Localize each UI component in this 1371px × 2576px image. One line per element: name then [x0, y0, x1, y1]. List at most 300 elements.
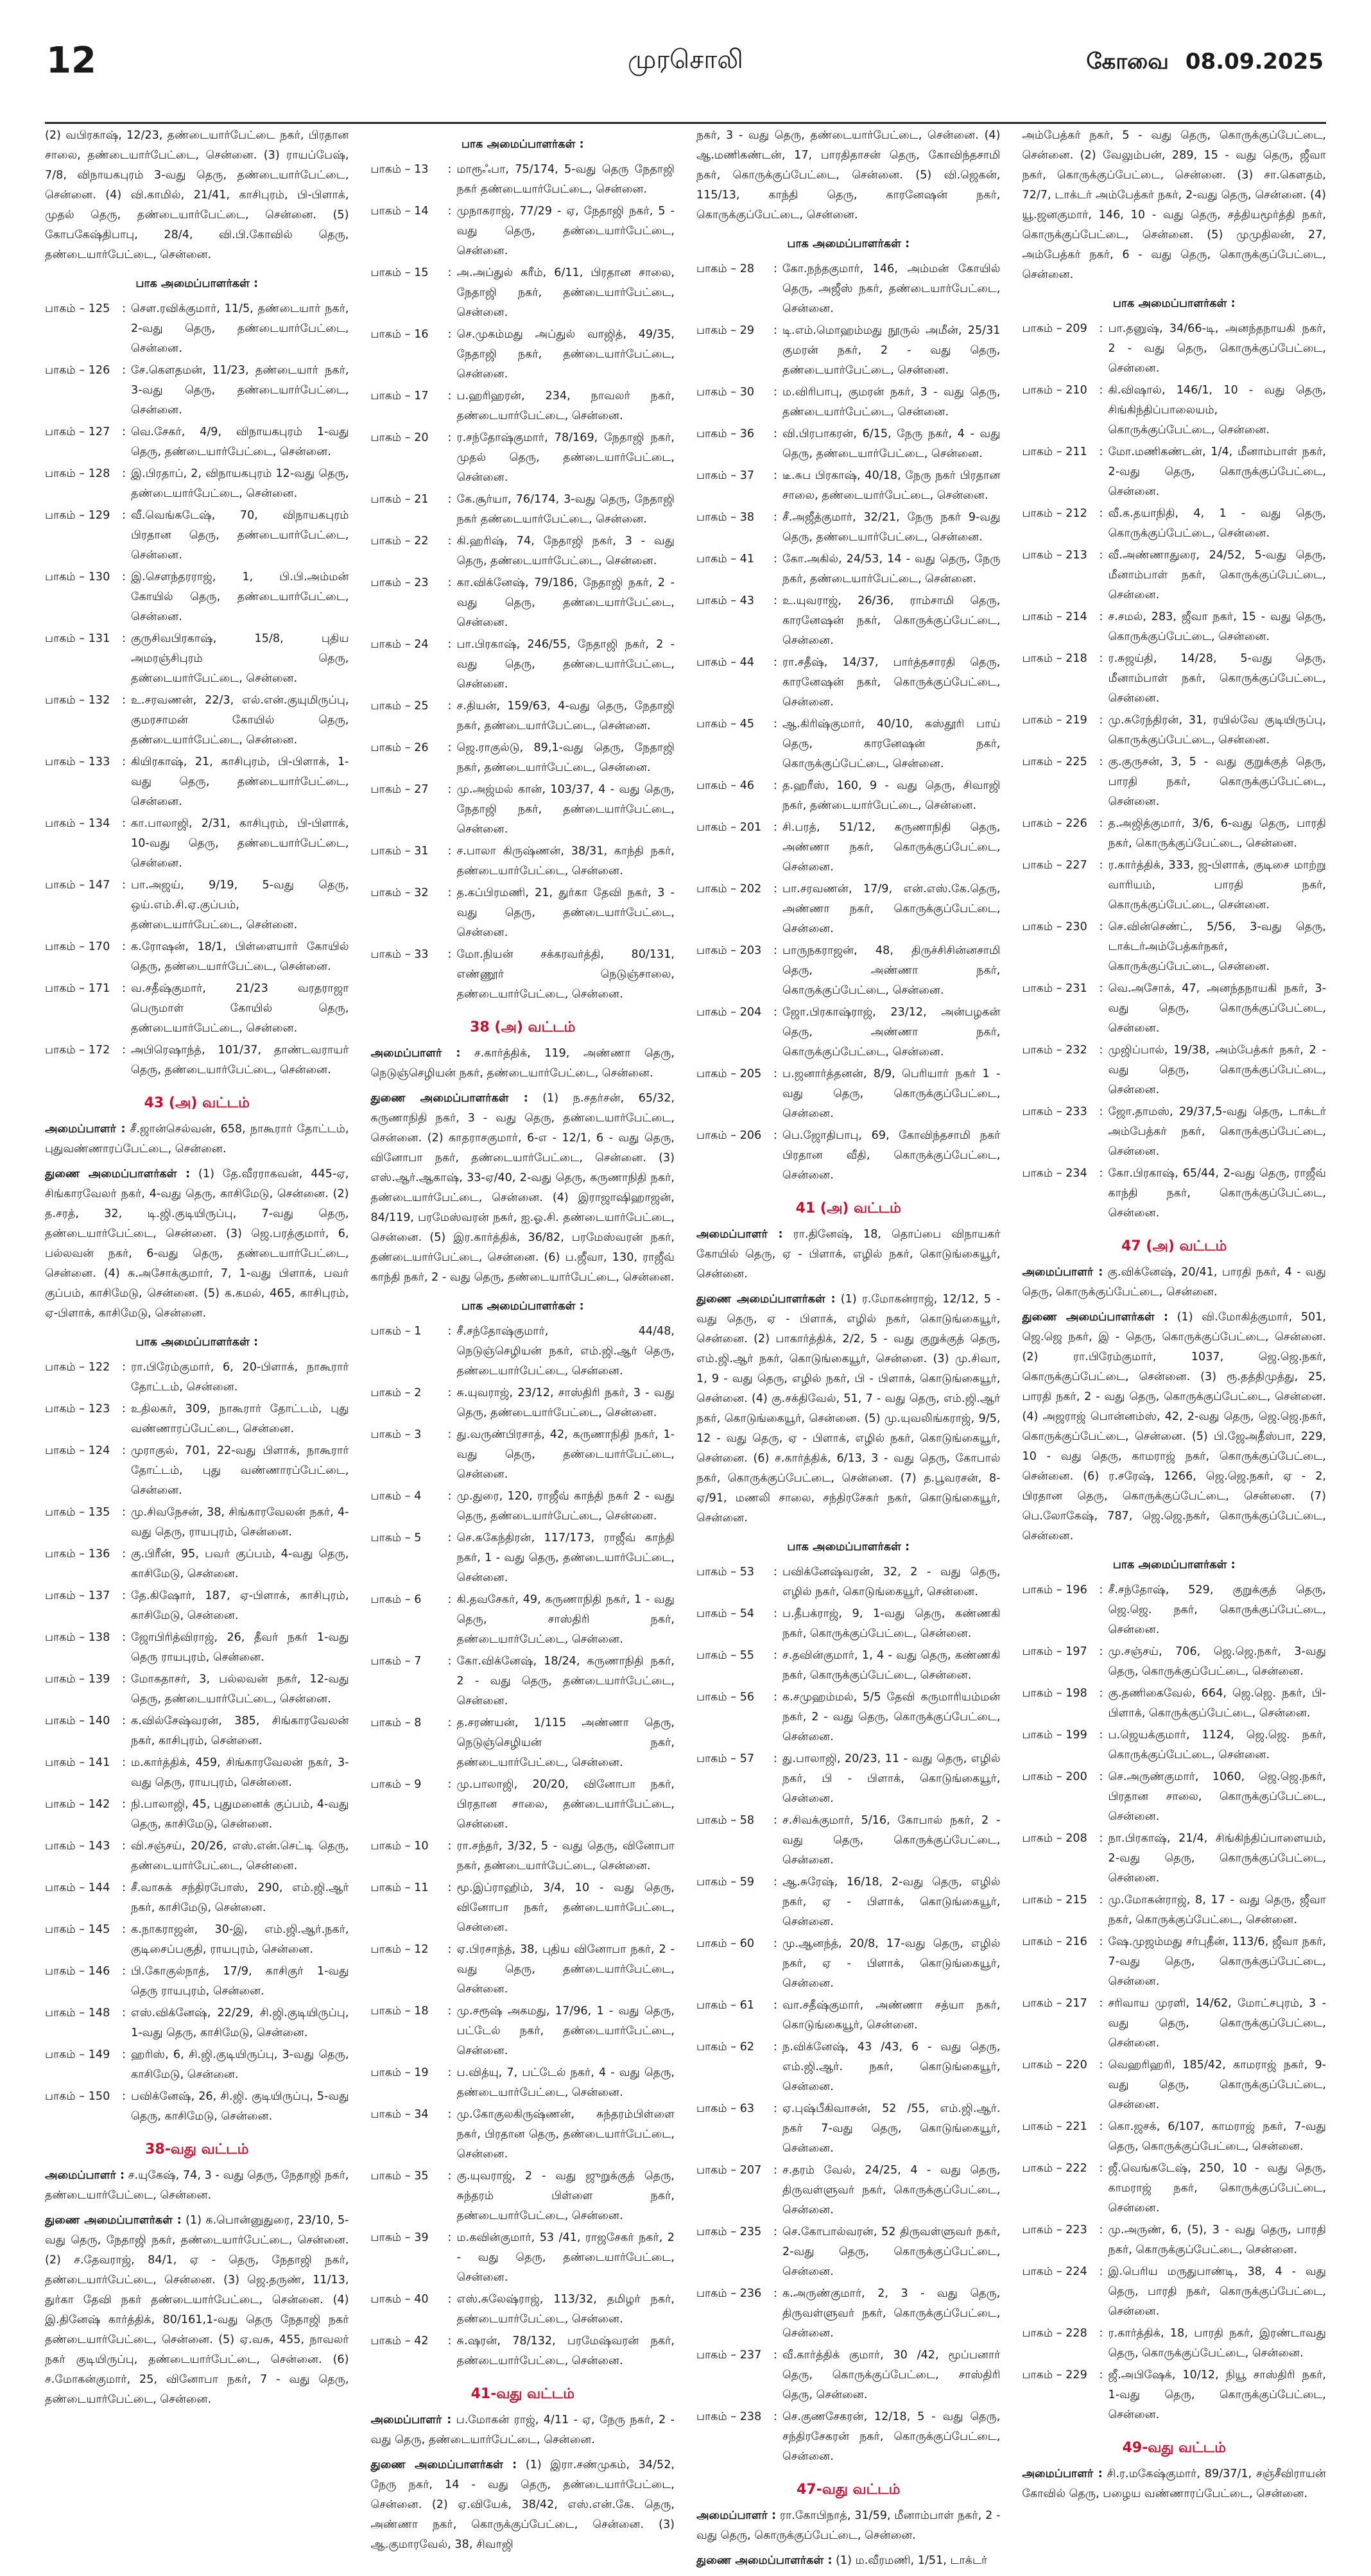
part-number: 46 [739, 779, 755, 792]
part-prefix: பாகம் – [45, 982, 85, 995]
part-prefix: பாகம் – [45, 817, 85, 830]
part-number: 206 [739, 1129, 762, 1142]
part-prefix: பாகம் – [370, 1593, 411, 1606]
part-prefix: பாகம் – [1022, 1167, 1062, 1180]
part-entry [371, 386, 675, 426]
part-label [696, 1688, 768, 1747]
part-entry [696, 2407, 1001, 2467]
part-separator: : [447, 741, 452, 754]
part-number: 4 [414, 1490, 422, 1503]
part-separator: : [447, 948, 452, 961]
part-details: ப.தீபக்ராஜ், 9, 1-வது தெரு, கண்ணகி நகர், கொருக்குப்பேட்டை, சென்னை. [782, 1607, 1001, 1640]
part-label [371, 490, 443, 530]
part-prefix: பாகம் – [370, 2335, 411, 2347]
part-number: 20 [414, 431, 429, 444]
part-number: 28 [739, 263, 755, 275]
part-separator: : [122, 2090, 126, 2103]
part-label [696, 508, 768, 548]
part-number: 147 [88, 879, 110, 892]
part-details: ஜோ.பிரகாஷ்ராஜ், 23/12, அன்பழகன் தெரு, அண்ணா நகர், கொருக்குப்பேட்டை, சென்னை. [782, 1006, 1001, 1059]
role-label: துணை அமைப்பாளர்கள் : [370, 1092, 528, 1105]
part-label [371, 2105, 443, 2165]
part-separator: : [773, 553, 777, 566]
part-number: 142 [88, 1798, 110, 1811]
part-label [371, 635, 443, 695]
part-number: 204 [739, 1006, 762, 1019]
part-details: உ.யுவராஜ், 26/36, ராம்சாமி தெரு, காரனேஷன் நகர், கொருக்குப்பேட்டை, சென்னை. [782, 594, 1001, 647]
part-details: க.வில்சேஷ்வரன், 385, சிங்காரவேலன் நகர், காசிபுரம், சென்னை. [131, 1715, 349, 1747]
part-entry [1022, 381, 1327, 440]
part-prefix: பாகம் – [1022, 1770, 1062, 1783]
part-entry [371, 1383, 675, 1423]
part-label [696, 2037, 768, 2097]
part-prefix: பாகம் – [696, 2287, 737, 2300]
part-label [696, 424, 768, 464]
part-entry [45, 1920, 349, 1960]
part-number: 199 [1065, 1729, 1087, 1742]
part-prefix: பாகம் – [1022, 1105, 1062, 1118]
part-details: செ.குணசேகரன், 12/18, 5 - வது தெரு, சந்திரசேகரன் நகர், கொருக்குப்பேட்டை, சென்னை. [782, 2410, 1001, 2463]
part-number: 225 [1065, 756, 1087, 768]
part-separator: : [1099, 1729, 1103, 1742]
part-details: மு.சஞ்சய், 706, ஜெ.ஜெ.நகர், 3-வது தெரு, கொருக்குப்பேட்டை, சென்னை. [1108, 1645, 1326, 1678]
part-prefix: பாகம் – [45, 1044, 85, 1057]
part-details: ச.தரம் வேல், 24/25, 4 - வது தெரு, திருவள்ளுவர் நகர், கொருக்குப்பேட்டை, சென்னை. [782, 2164, 1001, 2217]
part-label [1022, 1767, 1094, 1827]
part-number: 56 [739, 1691, 755, 1704]
part-entry [1022, 1684, 1327, 1724]
part-details: மூ.இப்ராஹிம், 3/4, 10 - வது தெரு, வினோபா நகர், தண்டையார்பேட்டை, சென்னை. [456, 1881, 675, 1934]
part-separator: : [447, 1387, 452, 1399]
part-prefix: பாகம் – [45, 1631, 85, 1644]
role-label: அமைப்பாளர் : [45, 1123, 126, 1136]
part-details: ஜீ.வெங்கடேஷ், 250, 10 - வது தெரு, காமராஜ் நகர், கொருக்குப்பேட்டை, சென்னை. [1108, 2162, 1326, 2215]
part-separator: : [447, 1881, 452, 1894]
part-number: 57 [739, 1752, 755, 1765]
paragraph-text: (1) ம.வீரமணி, 1/51, டாக்டர் [836, 2554, 988, 2567]
part-details: அ.அப்துல் கரீம், 6/11, பிரதான சாலை, நேதாஜி நகர், தண்டையார்பேட்டை, சென்னை. [456, 266, 675, 319]
part-separator: : [773, 594, 777, 607]
part-details: ச.தவின்குமார், 1, 4 - வது தெரு, கண்ணகி நகர், கொருக்குப்பேட்டை, சென்னை. [782, 1649, 1001, 1682]
part-details: பா.பிரகாஷ், 246/55, நேதாஜி நகர், 2 - வது தெரு, தண்டையார்பேட்டை, சென்னை. [456, 638, 675, 691]
part-details: க.அருண்குமார், 2, 3 - வது தெரு, திருவள்ளுவர் நகர், கொருக்குப்பேட்டை, சென்னை. [782, 2287, 1001, 2340]
part-separator: : [773, 2226, 777, 2238]
part-entry [1022, 1725, 1327, 1765]
part-details: மோகதாசர், 3, பல்லவன் நகர், 12-வது தெரு, தண்டையார்பேட்டை, சென்னை. [131, 1673, 349, 1706]
part-separator: : [773, 469, 777, 482]
part-number: 221 [1065, 2120, 1087, 2133]
role-label: துணை அமைப்பாளர்கள் : [696, 1293, 836, 1306]
part-separator: : [773, 2102, 777, 2115]
part-label [45, 1962, 117, 2001]
section-subheading: பாக அமைப்பாளர்கள் : [1112, 1559, 1236, 1571]
part-number: 44 [739, 656, 755, 669]
part-separator: : [122, 509, 126, 522]
part-details: கு.யுவராஜ், 2 - வது ஜுறுக்குத் தெரு, சுந்தரம் பிள்ளை நகர், தண்டையார்பேட்டை, சென்னை. [456, 2170, 675, 2222]
part-separator: : [122, 426, 126, 438]
part-entry [696, 776, 1001, 816]
part-separator: : [447, 2231, 452, 2244]
role-label: அமைப்பாளர் : [1022, 1266, 1103, 1279]
part-label [696, 321, 768, 381]
part-separator: : [447, 783, 452, 796]
part-separator: : [447, 266, 452, 279]
part-separator: : [447, 1943, 452, 1956]
part-prefix: பாகம் – [696, 324, 737, 337]
role-label: துணை அமைப்பாளர்கள் : [45, 1168, 191, 1180]
part-entry [1022, 1994, 1327, 2053]
part-number: 218 [1065, 652, 1087, 665]
part-details: சீ.வாசுக் சந்திரபோஸ், 290, எம்.ஜி.ஆர் நகர், காசிமேடு, சென்னை. [131, 1881, 349, 1914]
part-number: 15 [414, 266, 429, 279]
part-entry [45, 2003, 349, 2043]
part-entry [45, 1837, 349, 1876]
part-number: 172 [88, 1044, 110, 1057]
part-label [696, 653, 768, 713]
part-label [45, 629, 117, 689]
part-entry [45, 1628, 349, 1668]
part-number: 211 [1065, 445, 1087, 458]
part-label [45, 299, 117, 359]
part-prefix: பாகம் – [1022, 1832, 1062, 1845]
part-prefix: பாகம் – [370, 1840, 411, 1853]
paragraph-text: (1) தே.வீரராகவன், 445-ஏ, சிங்காரவேலர் நகர், 4-வது தெரு, காசிமேடு, சென்னை. (2) த.சரத், 32, டி.ஜி.குடியிருப்பு, 7-வது தெரு, தண்டையார்பேட்டை, சென்னை. (3) ஜெ.பரத்குமார், 6, பல்லவன் நகர், 6-வது தெரு, தண்டையார்பேட்டை, சென்னை. (4) சு.அசோக்குமார், 7, 1-வது பிளாக், பவர் குப்பம், காசிமேடு, சென்னை. (5) க.கமல், 465, காசிபுரம், ஏ-பிளாக், காசிமேடு, சென்னை. [45, 1168, 349, 1320]
part-label [371, 1775, 443, 1835]
role-label: அமைப்பாளர் : [1022, 2468, 1103, 2480]
part-entry [371, 1837, 675, 1876]
part-details: ப.ஜனார்த்தனன், 8/9, பெரியார் நகர் 1 - வது தெரு, கொருக்குப்பேட்டை, சென்னை. [782, 1068, 1001, 1120]
part-number: 123 [88, 1403, 110, 1415]
part-number: 227 [1065, 859, 1087, 872]
part-separator: : [122, 1923, 126, 1936]
part-entry [1022, 2324, 1327, 2364]
part-number: 210 [1065, 384, 1087, 397]
part-details: மு.துரை, 120, ராஜீவ் காந்தி நகர் 2 - வது தெரு, தண்டையார்பேட்டை, சென்னை. [456, 1490, 675, 1523]
section-subheading: பாக அமைப்பாளர்கள் : [1112, 297, 1236, 310]
part-prefix: பாகம் – [1022, 1044, 1062, 1057]
part-entry [1022, 1164, 1327, 1223]
part-details: க.ரோஷன், 18/1, பிள்ளையார் கோயில் தெரு, தண்டையார்பேட்டை, சென்னை. [131, 940, 349, 973]
part-prefix: பாகம் – [1022, 652, 1062, 665]
part-label [371, 1383, 443, 1423]
part-prefix: பாகம் – [1022, 1645, 1062, 1658]
part-number: 198 [1065, 1687, 1087, 1700]
part-separator: : [1099, 1105, 1103, 1118]
part-entry [45, 1878, 349, 1918]
part-number: 130 [88, 571, 110, 583]
part-details: ச.தியன், 159/63, 4-வது தெரு, நேதாஜி நகர், தண்டையார்பேட்டை, சென்னை. [456, 700, 675, 732]
paragraph-text: (1) ர.மோகன்ராஜ், 12/12, 5 - வது தெரு, ஏ - பிளாக், எழில் நகர், கொடுங்கையூர், சென்னை. (2) பாகார்த்திக், 2/2, 5 - வது குறுக்குத் தெரு, எம்.ஜி.ஆர் நகர், கொடுங்கையூர், சென்னை. (3) மு.சிவா, 1, 9 - வது தெரு, எழில் நகர், பி - பிளாக், கொடுங்கையூர், சென்னை. (4) கு.சக்திவேல், 51, 7 - வது தெரு, எம்.ஜி.ஆர் நகர், கொடுங்கையூர், சென்னை. (5) மு.யுவலிங்கராஜ், 9/5, 12 - வது தெரு, ஏ - பிளாக், எழில் நகர், கொடுங்கையூர், சென்னை. (6) ச.கார்த்திக், 6/13, 3 - வது தெரு, கோபால் நகர், கொருக்குப்பேட்டை, சென்னை. (7) த.பூவரசன், 8-ஏ/91, மணலி சாலை, சந்திரசேகர் நகர், கொடுங்கையூர், சென்னை. [696, 1293, 1001, 1525]
part-separator: : [122, 1673, 126, 1686]
part-entry [371, 635, 675, 695]
part-prefix: பாகம் – [696, 1691, 737, 1704]
part-number: 24 [414, 638, 429, 651]
part-number: 25 [414, 700, 429, 713]
part-details: வா.சதீஷ்குமார், அண்ணா சத்யா நகர், கொடுங்கையூர், சென்னை. [782, 1999, 1001, 2032]
part-label [371, 325, 443, 385]
part-label [45, 1920, 117, 1960]
part-prefix: பாகம் – [696, 594, 737, 607]
part-entry [1022, 711, 1327, 750]
part-prefix: பாகம் – [370, 1325, 411, 1338]
part-number: 5 [414, 1532, 422, 1544]
part-details: ஹரிஸ், 6, சி.ஜி.குடியிருப்பு, 3-வது தெரு, காசிமேடு, சென்னை. [131, 2048, 349, 2081]
part-entry [45, 2087, 349, 2127]
part-entry [696, 508, 1001, 548]
part-separator: : [122, 1798, 126, 1811]
role-label: துணை அமைப்பாளர்கள் : [370, 2459, 517, 2471]
part-prefix: பாகம் – [1022, 549, 1062, 562]
part-label [1022, 649, 1094, 709]
part-number: 128 [88, 467, 110, 480]
part-details: பாருநகராஜன், 48, திருச்சிசின்னசாமி தெரு, அண்ணா நகர், கொருக்குப்பேட்டை, சென்னை. [782, 944, 1001, 997]
part-prefix: பாகம் – [1022, 1584, 1062, 1596]
part-number: 141 [88, 1756, 110, 1769]
part-separator: : [447, 1428, 452, 1441]
part-separator: : [1099, 610, 1103, 623]
part-entry [696, 2284, 1001, 2344]
part-label [1022, 607, 1094, 647]
part-number: 55 [739, 1649, 755, 1662]
part-prefix: பாகம் – [45, 302, 85, 315]
part-entry [1022, 2055, 1327, 2115]
part-details: செ.அருண்குமார், 1060, ஜெ.ஜெ.நகர், பிரதான சாலை, கொருக்குப்பேட்டை, சென்னை. [1108, 1770, 1326, 1823]
part-label [45, 506, 117, 566]
part-label [1022, 546, 1094, 605]
part-number: 138 [88, 1631, 110, 1644]
part-number: 45 [739, 718, 755, 730]
role-label: அமைப்பாளர் : [696, 1228, 783, 1241]
part-number: 36 [739, 428, 755, 440]
part-number: 205 [739, 1068, 762, 1080]
part-label [696, 2407, 768, 2467]
part-details: வி.பிரபாகரன், 6/15, நேரு நகர், 4 - வது தெரு, தண்டையார்பேட்டை, சென்னை. [782, 428, 1001, 460]
part-entry [371, 1775, 675, 1835]
paper-name: முரசொலி [628, 45, 743, 74]
part-label [45, 691, 117, 750]
part-details: கி.தவசேகர், 49, கருணாநிதி நகர், 1 - வது தெரு, சாஸ்திரி நகர், தண்டையார்பேட்டை, சென்னை. [456, 1593, 675, 1646]
part-separator: : [1099, 507, 1103, 520]
part-label [371, 738, 443, 778]
part-entry [45, 1441, 349, 1501]
part-label [45, 361, 117, 420]
part-label [1022, 1725, 1094, 1765]
part-entry [1022, 1642, 1327, 1682]
part-number: 137 [88, 1589, 110, 1602]
part-label [696, 2346, 768, 2405]
part-details: கா.விக்னேஷ், 79/186, நேதாஜி நகர், 2 - வது தெரு, தண்டையார்பேட்டை, சென்னை. [456, 576, 675, 629]
part-number: 146 [88, 1965, 110, 1978]
part-label [371, 2166, 443, 2226]
part-separator: : [447, 2170, 452, 2183]
ward-heading: 38-வது வட்டம் [145, 2141, 249, 2157]
part-prefix: பாகம் – [696, 1649, 737, 1662]
part-details: மு.அஜ்மல் கான், 103/37, 4 - வது தெரு, நேதாஜி நகர், தண்டையார்பேட்டை, சென்னை. [456, 783, 675, 836]
part-number: 127 [88, 426, 110, 438]
part-number: 222 [1065, 2162, 1087, 2175]
part-separator: : [122, 467, 126, 480]
part-prefix: பாகம் – [1022, 2120, 1062, 2133]
part-prefix: பாகம் – [1022, 2265, 1062, 2278]
paragraph-text: கு.விக்னேஷ், 20/41, பாரதி நகர், 4 - வது தெரு, கொருக்குப்பேட்டை, சென்னை. [1022, 1266, 1326, 1299]
part-details: மு.சரூஷ் அகமது, 17/96, 1 - வது தெரு, பட்டேல் நகர், தண்டையார்பேட்டை, சென்னை. [456, 2005, 675, 2057]
part-separator: : [447, 2066, 452, 2079]
part-details: சீ.சந்தோஷ், 529, குறுக்குத் தெரு, ஜெ.ஜெ. நகர், கொருக்குப்பேட்டை, சென்னை. [1108, 1584, 1326, 1636]
part-label [45, 2003, 117, 2043]
part-number: 237 [739, 2349, 762, 2362]
part-label [1022, 1580, 1094, 1640]
part-entry [696, 1003, 1001, 1062]
part-number: 201 [739, 821, 762, 834]
part-number: 143 [88, 1840, 110, 1853]
part-label [696, 1934, 768, 1994]
part-label [696, 818, 768, 877]
part-separator: : [122, 982, 126, 995]
part-separator: : [773, 1937, 777, 1950]
role-label: அமைப்பாளர் : [45, 2169, 125, 2182]
part-entry [371, 1878, 675, 1938]
part-prefix: பாகம் – [370, 1387, 411, 1399]
part-details: ஷே.முஜம்மது சர்புதீன், 113/6, ஜீவா நகர், 7-வது தெரு, கொருக்குப்பேட்டை, சென்னை. [1108, 1935, 1326, 1988]
part-prefix: பாகம் – [1022, 1997, 1062, 2010]
part-details: கோ.அகில், 24/53, 14 - வது தெரு, நேரு நகர், தண்டையார்பேட்டை, சென்னை. [782, 553, 1001, 585]
part-label [371, 2063, 443, 2103]
part-separator: : [1099, 1832, 1103, 1845]
part-details: டி.எம்.மொஹம்மது நூருல் அமீன், 25/31 குமரன் நகர், 2 - வது தெரு, தண்டையார்பேட்டை, சென்னை. [782, 324, 1001, 377]
part-prefix: பாகம் – [370, 1428, 411, 1441]
part-entry [371, 842, 675, 881]
part-entry [1022, 546, 1327, 605]
part-number: 29 [739, 324, 755, 337]
part-number: 33 [414, 948, 429, 961]
part-prefix: பாகம் – [370, 2066, 411, 2079]
part-details: மு.ஆனந்த், 20/8, 17-வது தெரு, எழில் நகர், ஏ - பிளாக், கொடுங்கையூர், சென்னை. [782, 1937, 1001, 1990]
part-number: 238 [739, 2410, 762, 2423]
part-number: 224 [1065, 2265, 1087, 2278]
part-prefix: பாகம் – [370, 1881, 411, 1894]
part-prefix: பாகம் – [45, 364, 85, 377]
paragraph [45, 1119, 349, 1159]
part-separator: : [773, 1006, 777, 1019]
part-prefix: பாகம் – [370, 1655, 411, 1668]
part-number: 129 [88, 509, 110, 522]
part-separator: : [122, 632, 126, 645]
part-entry [371, 1940, 675, 2000]
part-details: எஸ்.விக்னேஷ், 22/29, சி.ஜி.குடியிருப்பு, 1-வது தெரு, காசிமேடு, சென்னை. [131, 2007, 349, 2039]
part-entry [696, 714, 1001, 774]
part-separator: : [122, 2007, 126, 2019]
part-number: 134 [88, 817, 110, 830]
part-label [371, 1322, 443, 1381]
part-details: மு.கோகுலகிருஷ்ணன், சுந்தரம்பிள்ளை நகர், பிரதான தெரு, தண்டையார்பேட்டை, சென்னை. [456, 2108, 675, 2161]
part-prefix: பாகம் – [370, 390, 411, 402]
part-prefix: பாகம் – [45, 879, 85, 892]
paragraph [1022, 1308, 1327, 1546]
part-separator: : [122, 1548, 126, 1560]
part-number: 53 [739, 1566, 755, 1578]
part-label [696, 1646, 768, 1686]
part-entry [371, 1487, 675, 1526]
part-prefix: பாகம் – [1022, 817, 1062, 830]
part-separator: : [447, 328, 452, 341]
part-prefix: பாகம் – [45, 2048, 85, 2061]
part-prefix: பாகம் – [1022, 384, 1062, 397]
part-label [696, 1126, 768, 1186]
part-number: 16 [414, 328, 429, 341]
part-separator: : [773, 718, 777, 730]
part-label [696, 2284, 768, 2344]
part-separator: : [1099, 2327, 1103, 2340]
part-separator: : [1099, 817, 1103, 830]
part-label [45, 1503, 117, 1543]
part-details: மாரூஃபா, 75/174, 5-வது தெரு நேதாஜி நகர் தண்டையார்பேட்டை, சென்னை. [456, 163, 675, 196]
part-number: 63 [739, 2102, 755, 2115]
role-label: அமைப்பாளர் : [370, 1047, 461, 1060]
paragraph [696, 2551, 1001, 2571]
part-details: டீ.சுப பிரகாஷ், 40/18, நேரு நகர் பிரதான சாலை, தண்டையார்பேட்டை, சென்னை. [782, 469, 1001, 502]
part-number: 11 [414, 1881, 429, 1894]
part-label [1022, 381, 1094, 440]
part-separator: : [773, 1566, 777, 1578]
ward-heading: 41-வது வட்டம் [470, 2386, 574, 2402]
part-number: 228 [1065, 2327, 1087, 2340]
part-number: 124 [88, 1444, 110, 1457]
part-separator: : [773, 821, 777, 834]
part-entry [696, 383, 1001, 422]
part-prefix: பாகம் – [45, 756, 85, 768]
column-2 [371, 126, 675, 2576]
part-separator: : [447, 1840, 452, 1853]
part-entry [696, 424, 1001, 464]
part-details: ஜெ.ராகுல்டு, 89,1-வது தெரு, நேதாஜி நகர், தண்டையார்பேட்டை, சென்னை. [456, 741, 675, 774]
role-label: துணை அமைப்பாளர்கள் : [1022, 1311, 1169, 1324]
part-separator: : [447, 163, 452, 176]
part-separator: : [447, 700, 452, 713]
part-details: ரா.சந்தர், 3/32, 5 - வது தெரு, வினோபா நகர், தண்டையார்பேட்டை, சென்னை. [456, 1840, 675, 1872]
part-number: 59 [739, 1876, 755, 1889]
part-separator: : [1099, 859, 1103, 872]
part-prefix: பாகம் – [696, 718, 737, 730]
part-entry [696, 1562, 1001, 1602]
part-number: 229 [1065, 2369, 1087, 2382]
part-number: 38 [739, 511, 755, 524]
part-entry [371, 160, 675, 200]
part-entry [371, 738, 675, 778]
part-number: 37 [739, 469, 755, 482]
part-separator: : [122, 364, 126, 377]
part-entry [371, 696, 675, 736]
part-label [371, 263, 443, 323]
part-entry [696, 1996, 1001, 2036]
part-number: 39 [414, 2231, 429, 2244]
part-prefix: பாகம் – [370, 431, 411, 444]
ward-heading: 47 (அ) வட்டம் [1121, 1238, 1227, 1254]
part-number: 41 [739, 553, 755, 566]
part-number: 145 [88, 1923, 110, 1936]
part-prefix: பாகம் – [370, 328, 411, 341]
ward-heading: 49-வது வட்டம் [1122, 2440, 1226, 2456]
part-label [696, 941, 768, 1001]
part-label [371, 1590, 443, 1650]
part-label [371, 202, 443, 261]
part-prefix: பாகம் – [45, 2007, 85, 2019]
part-prefix: பாகம் – [45, 1715, 85, 1727]
part-entry [696, 653, 1001, 713]
part-number: 26 [414, 741, 429, 754]
part-separator: : [447, 205, 452, 218]
part-separator: : [1099, 756, 1103, 768]
part-label [371, 2228, 443, 2288]
